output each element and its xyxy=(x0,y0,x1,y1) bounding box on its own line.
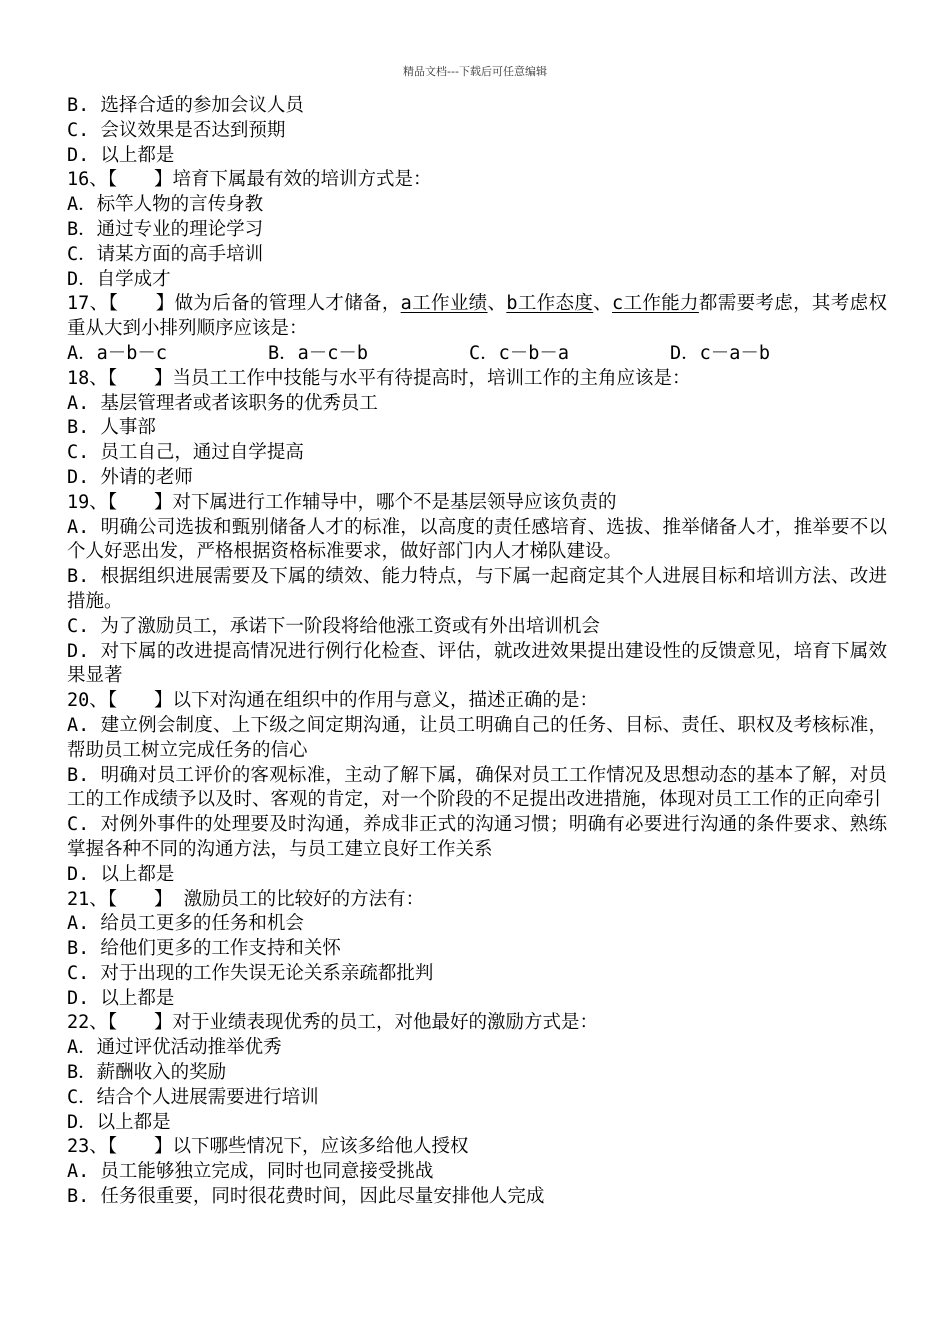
q20-option-d: D. 以上都是 xyxy=(67,863,175,885)
q21-option-c: C. 对于出现的工作失误无论关系亲疏都批判 xyxy=(67,962,434,984)
q18-option-d: D. 外请的老师 xyxy=(67,466,193,488)
q19-option-b: B. 根据组织进展需要及下属的绩效、能力特点，与下属一起商定其个人进展目标和培训方法、改进措施。 xyxy=(67,566,887,612)
document-body xyxy=(67,94,887,1210)
q17-stem xyxy=(67,292,887,342)
q17-option-a: A．a－b－c xyxy=(67,342,168,364)
q15-option-b: B. 选择合适的参加会议人员 xyxy=(67,95,304,116)
q21-option-b: B. 给他们更多的工作支持和关怀 xyxy=(67,938,341,960)
q17-options xyxy=(67,342,887,367)
q16-option-d: D．自学成才 xyxy=(67,268,171,290)
q18-option-c: C. 员工自己，通过自学提高 xyxy=(67,442,304,464)
q17-stem-suffix: 都需要考虑，其考虑权重从大到小排列顺序应该是： xyxy=(67,293,887,340)
q21-stem: 21、【 】 激励员工的比较好的方法有： xyxy=(67,888,425,910)
q15-option-d: D. 以上都是 xyxy=(67,144,175,166)
q16-option-b: B．通过专业的理论学习 xyxy=(67,218,264,240)
q18-option-a: A. 基层管理者或者该职务的优秀员工 xyxy=(67,392,378,414)
q17-separator-2: 、 xyxy=(593,293,613,315)
q20-option-a: A. 建立例会制度、上下级之间定期沟通，让员工明确自己的任务、目标、责任、职权及考核标准，帮助员工树立完成任务的信心 xyxy=(67,714,887,761)
q23-stem: 23、【 】以下哪些情况下，应该多给他人授权 xyxy=(67,1136,469,1158)
q20-option-c: C. 对例外事件的处理要及时沟通，养成非正式的沟通习惯；明确有必要进行沟通的条件要求、熟练掌握各种不同的沟通方法，与员工建立良好工作关系 xyxy=(67,814,887,860)
q17-separator-1: 、 xyxy=(487,293,507,315)
q16-option-a: A．标竿人物的言传身教 xyxy=(67,194,264,216)
q23-option-b: B. 任务很重要，同时很花费时间，因此尽量安排他人完成 xyxy=(67,1186,545,1208)
q21-option-d: D. 以上都是 xyxy=(67,987,175,1009)
q18-stem: 18、【 】当员工工作中技能与水平有待提高时，培训工作的主角应该是： xyxy=(67,367,691,389)
q17-item-a: a工作业绩 xyxy=(400,293,488,315)
q21-option-a: A. 给员工更多的任务和机会 xyxy=(67,913,304,935)
q16-stem: 16、【 】培育下属最有效的培训方式是： xyxy=(67,169,432,191)
q22-option-d: D．以上都是 xyxy=(67,1111,171,1133)
q20-stem: 20、【 】以下对沟通在组织中的作用与意义，描述正确的是： xyxy=(67,690,599,712)
q18-option-b: B. 人事部 xyxy=(67,417,156,439)
q17-option-b: B．a－c－b xyxy=(268,342,369,364)
q15-option-c: C. 会议效果是否达到预期 xyxy=(67,119,286,141)
q22-option-c: C．结合个人进展需要进行培训 xyxy=(67,1086,319,1108)
q17-item-b: b工作态度 xyxy=(506,293,594,315)
q17-item-c: c工作能力 xyxy=(612,293,699,315)
q16-option-c: C．请某方面的高手培训 xyxy=(67,243,264,265)
q20-option-b: B. 明确对员工评价的客观标准，主动了解下属，确保对员工工作情况及思想动态的基本了解，对员工的工作成绩予以及时、客观的肯定，对一个阶段的不足提出改进措施，体现对员工工作的正向牵引 xyxy=(67,764,887,811)
page-header: 精品文档---下载后可任意编辑 xyxy=(403,65,547,78)
q19-option-c: C. 为了激励员工，承诺下一阶段将给他涨工资或有外出培训机会 xyxy=(67,615,600,637)
q19-option-a: A. 明确公司选拔和甄别储备人才的标准，以高度的责任感培育、选拔、推举储备人才，推举要不以个人好恶出发，严格根据资格标准要求，做好部门内人才梯队建设。 xyxy=(67,516,887,563)
q17-stem-prefix: 17、【 】做为后备的管理人才储备， xyxy=(67,293,401,315)
q22-option-a: A．通过评优活动推举优秀 xyxy=(67,1037,282,1059)
q19-stem: 19、【 】对下属进行工作辅导中，哪个不是基层领导应该负责的 xyxy=(67,491,617,513)
q22-stem: 22、【 】对于业绩表现优秀的员工，对他最好的激励方式是： xyxy=(67,1012,599,1034)
q17-option-c: C．c－b－a xyxy=(469,342,570,364)
q23-option-a: A. 员工能够独立完成，同时也同意接受挑战 xyxy=(67,1161,434,1183)
q22-option-b: B．薪酬收入的奖励 xyxy=(67,1062,227,1084)
q19-option-d: D. 对下属的改进提高情况进行例行化检查、评估，就改进效果提出建设性的反馈意见，培育下属效果显著 xyxy=(67,640,887,687)
q17-option-d: D．c－a－b xyxy=(670,342,771,364)
